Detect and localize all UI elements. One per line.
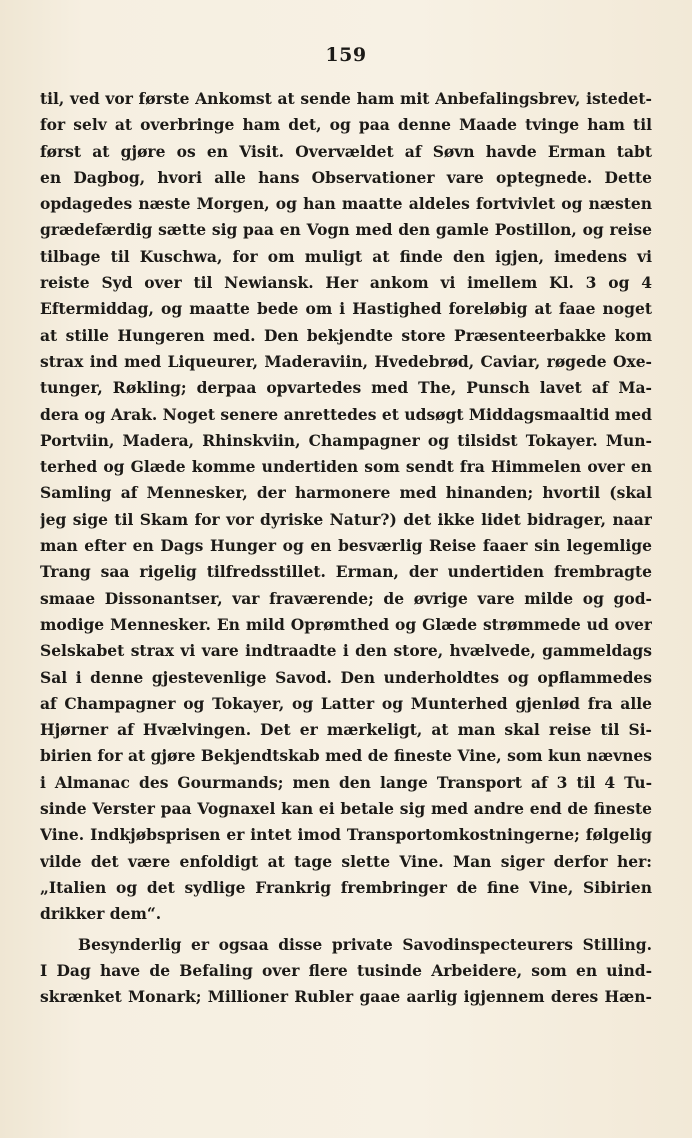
text-line: Trang saa rigelig tilfredsstillet. Erman, der undertiden frembragte <box>40 562 652 582</box>
body-text <box>40 86 652 1010</box>
text-line: vilde det være enfoldigt at tage slette Vine. Man siger derfor her: <box>40 851 652 871</box>
text-line: for selv at overbringe ham det, og paa denne Maade tvinge ham til <box>40 115 652 135</box>
text-line: drikker dem“. <box>40 904 162 924</box>
text-line: Sal i denne gjestevenlige Savod. Den underholdtes og opflammedes <box>40 667 652 687</box>
text-line: reiste Syd over til Newiansk. Her ankom vi imellem Kl. 3 og 4 <box>40 273 652 293</box>
text-line: grædefærdig sætte sig paa en Vogn med den gamle Postillon, og reise <box>40 220 652 240</box>
text-line: jeg sige til Skam for vor dyriske Natur?) det ikke lidet bidrager, naar <box>40 509 652 529</box>
text-line: sinde Verster paa Vognaxel kan ei betale sig med andre end de fineste <box>40 799 652 819</box>
text-line: til, ved vor første Ankomst at sende ham mit Anbefalingsbrev, istedet- <box>40 89 652 108</box>
text-line: dera og Arak. Noget senere anrettedes et udsøgt Middagsmaaltid med <box>40 404 652 424</box>
text-line: Besynderlig er ogsaa disse private Savodinspecteurers Stilling. <box>78 934 652 954</box>
text-line: Portviin, Madera, Rhinskviin, Champagner og tilsidst Tokayer. Mun- <box>40 430 652 450</box>
text-line: Samling af Mennesker, der harmonere med hinanden; hvortil (skal <box>40 483 652 503</box>
text-line: tilbage til Kuschwa, for om muligt at finde den igjen, imedens vi <box>40 246 652 266</box>
text-line: terhed og Glæde komme undertiden som sendt fra Himmelen over en <box>40 457 652 477</box>
text-line: af Champagner og Tokayer, og Latter og Munterhed gjenlød fra alle <box>40 693 652 713</box>
text-line: man efter en Dags Hunger og en besværlig Reise faaer sin legemlige <box>40 536 652 556</box>
text-line: en Dagbog, hvori alle hans Observationer vare optegnede. Dette <box>40 167 652 187</box>
text-line: birien for at gjøre Bekjendtskab med de fineste Vine, som kun nævnes <box>40 746 652 766</box>
text-line: Vine. Indkjøbsprisen er intet imod Transportomkostningerne; følgelig <box>40 825 652 845</box>
text-line: „Italien og det sydlige Frankrig frembringer de fine Vine, Sibirien <box>40 877 652 897</box>
text-line: i Almanac des Gourmands; men den lange Transport af 3 til 4 Tu- <box>40 772 652 792</box>
text-line: opdagedes næste Morgen, og han maatte aldeles fortvivlet og næsten <box>40 194 652 214</box>
page-number: 159 <box>325 44 367 66</box>
text-line: tunger, Røkling; derpaa opvartedes med The, Punsch lavet af Ma- <box>40 378 652 398</box>
text-line: først at gjøre os en Visit. Overvældet af Søvn havde Erman tabt <box>40 141 652 161</box>
text-line: at stille Hungeren med. Den bekjendte store Præsenteerbakke kom <box>40 325 652 345</box>
text-line: Eftermiddag, og maatte bede om i Hastighed foreløbig at faae noget <box>40 299 652 319</box>
text-line: modige Mennesker. En mild Oprømthed og Glæde strømmede ud over <box>40 614 652 634</box>
text-line: strax ind med Liqueurer, Maderaviin, Hvedebrød, Caviar, røgede Oxe- <box>40 351 652 371</box>
text-line: Selskabet strax vi vare indtraadte i den store, hvælvede, gammeldags <box>40 641 652 661</box>
text-line: Hjørner af Hvælvingen. Det er mærkeligt, at man skal reise til Si- <box>40 720 652 740</box>
text-line: I Dag have de Befaling over flere tusinde Arbeidere, som en uind- <box>40 960 652 980</box>
text-line: smaae Dissonantser, var fraværende; de øvrige vare milde og god- <box>40 588 652 608</box>
text-line: skrænket Monark; Millioner Rubler gaae aarlig igjennem deres Hæn- <box>40 987 652 1007</box>
